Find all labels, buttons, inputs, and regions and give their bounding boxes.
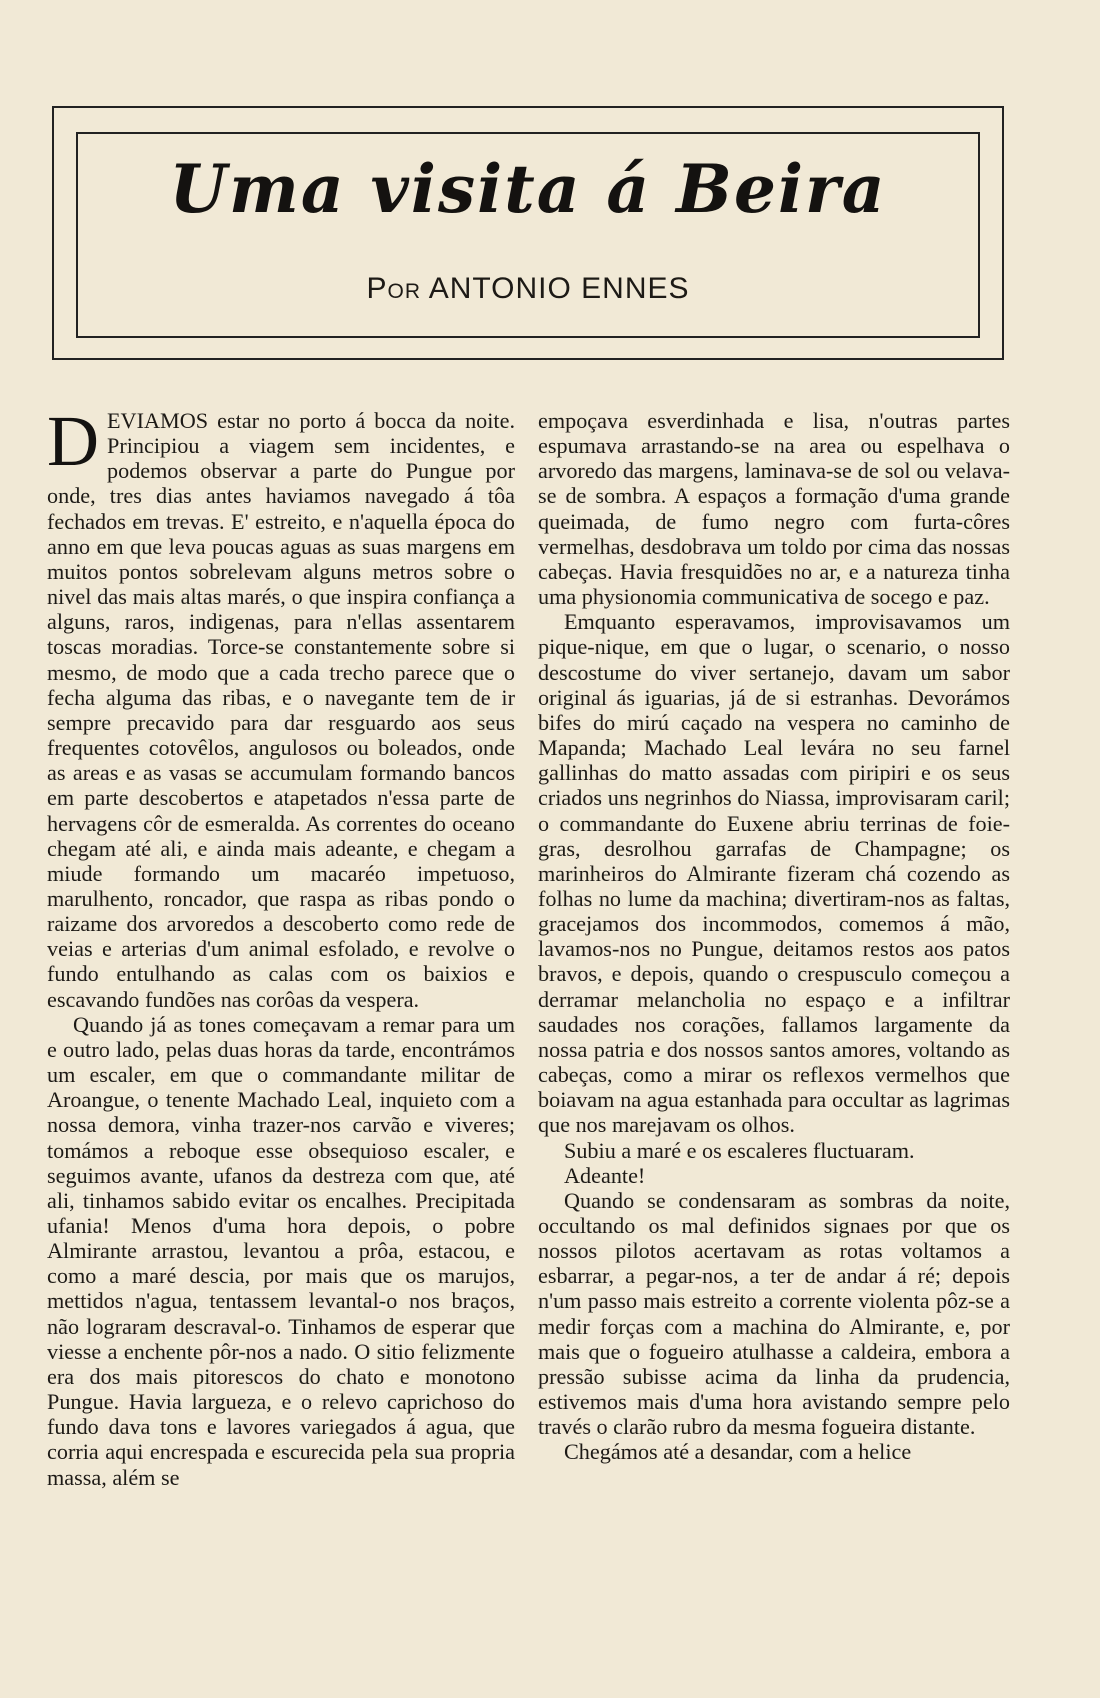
paragraph: empoçava esverdinhada e lisa, n'outras partes espumava arrastando-se na area ou espelhava o arvoredo das margens, laminava-se de sol ou velava-se de sombra. A espaços a formação d'uma grande queimada, de fumo negro com furta-côres vermelhas, desdobrava um toldo por cima das nossas cabeças. Havia fresquidões no ar, e a natureza tinha uma physionomia communicativa de socego e paz. <box>538 408 1010 610</box>
author-name: ANTONIO ENNES <box>428 272 690 305</box>
article-title: Uma visita á Beira <box>169 150 887 228</box>
byline-prefix: Por <box>366 272 421 305</box>
paragraph: Quando já as tones começavam a remar para um e outro lado, pelas duas horas da tarde, encontrámos um escaler, em que o commandante militar de Aroangue, o tenente Machado Leal, inquieto com a nossa demora, vinha trazer-nos carvão e viveres; tomámos a reboque esse obsequioso escaler, e seguimos avante, ufanos da destreza com que, até ali, tinhamos sabido evitar os encalhes. Precipitada ufania! Menos d'uma hora depois, o pobre Almirante arrastou, levantou a prôa, estacou, e como a maré descia, por mais que os marujos, mettidos n'agua, tentassem levantal-o nos braços, não lograram descraval-o. Tinhamos de esperar que viesse a enchente pôr-nos a nado. O sitio felizmente era dos mais pitorescos do chato e monotono Pungue. Havia largueza, e o relevo caprichoso do fundo dava tons e lavores variegados á agua, que corria aqui encrespada e escurecida pela sua propria massa, além se <box>47 1011 515 1490</box>
paragraph <box>47 401 515 1012</box>
byline <box>76 272 980 306</box>
right-column <box>538 408 1010 1465</box>
left-column <box>47 401 515 1490</box>
paragraph: Quando se condensaram as sombras da noite, occultando os mal definidos signaes por que os nossos pilotos acertavam as rotas voltamos a esbarrar, a pegar-nos, a ter de andar á ré; depois n'um passo mais estreito a corrente violenta pôz-se a medir forças com a machina do Almirante, e, por mais que o fogueiro atulhasse a caldeira, embora a pressão subisse acima da linha da prudencia, estivemos mais d'uma hora avistando sempre pelo través o clarão rubro da mesma fogueira distante. <box>538 1187 1010 1440</box>
paragraph: Chegámos até a desandar, com a helice <box>564 1439 912 1465</box>
paragraph: Subiu a maré e os escaleres fluctuaram. <box>564 1137 915 1163</box>
drop-cap: D <box>47 401 99 481</box>
paragraph: Adeante! <box>564 1162 646 1188</box>
paragraph-text: estar no porto á bocca da noite. Principiou a viagem sem incidentes, e podemos observar a parte do Pungue por onde, tres dias antes haviamos navegado á tôa fechados em trevas. E' estreito, e n'aquella época do anno em que leva poucas aguas as suas margens em muitos pontos sobrelevam alguns metros sobre o nivel das mais altas marés, o que inspira confiança a alguns, raros, indigenas, para n'ellas assentarem toscas moradias. Torce-se constantemente sobre si mesmo, de modo que a cada trecho parece que o fecha alguma das ribas, e o navegante tem de ir sempre precavido para dar resguardo aos seus frequentes cotovêlos, angulosos ou boleados, onde as areas e as vasas se accumulam formando bancos em parte descobertos e atapetados n'essa parte de hervagens côr de esmeralda. As correntes do oceano chegam até ali, e ainda mais adeante, e chegam a miude formando um macaréo impetuoso, marulhento, roncador, que raspa as ribas pondo o raizame dos arvoredos a descoberto como rede de veias e arterias d'um animal esfolado, e revolve o fundo entulhando as calas com os baixios e escavando fundões nas corôas da vespera. <box>47 408 515 1012</box>
paragraph: Emquanto esperavamos, improvisavamos um pique-nique, em que o lugar, o scenario, o nosso descostume do viver sertanejo, davam um sabor original ás iguarias, já de si estranhas. Devorámos bifes do mirú caçado na vespera no caminho de Mapanda; Machado Leal levára no seu farnel gallinhas do matto assadas com piripiri e os seus criados uns negrinhos do Niassa, improvisaram caril; o commandante do Euxene abriu terrinas de foie-gras, desrolhou garrafas de Champagne; os marinheiros do Almirante fizeram chá cozendo as folhas no lume da machina; divertiram-nos as faltas, gracejamos dos incommodos, comemos á mão, lavamos-nos no Pungue, deitamos restos aos patos bravos, e depois, quando o crespusculo começou a derramar melancholia no espaço e a infiltrar saudades nos corações, fallamos largamente da nossa patria e dos nossos santos amores, voltando as cabeças, como a mirar os reflexos vermelhos que boiavam na agua estanhada para occultar as lagrimas que nos marejavam os olhos. <box>538 609 1010 1138</box>
first-word: EVIAMOS <box>107 408 209 433</box>
